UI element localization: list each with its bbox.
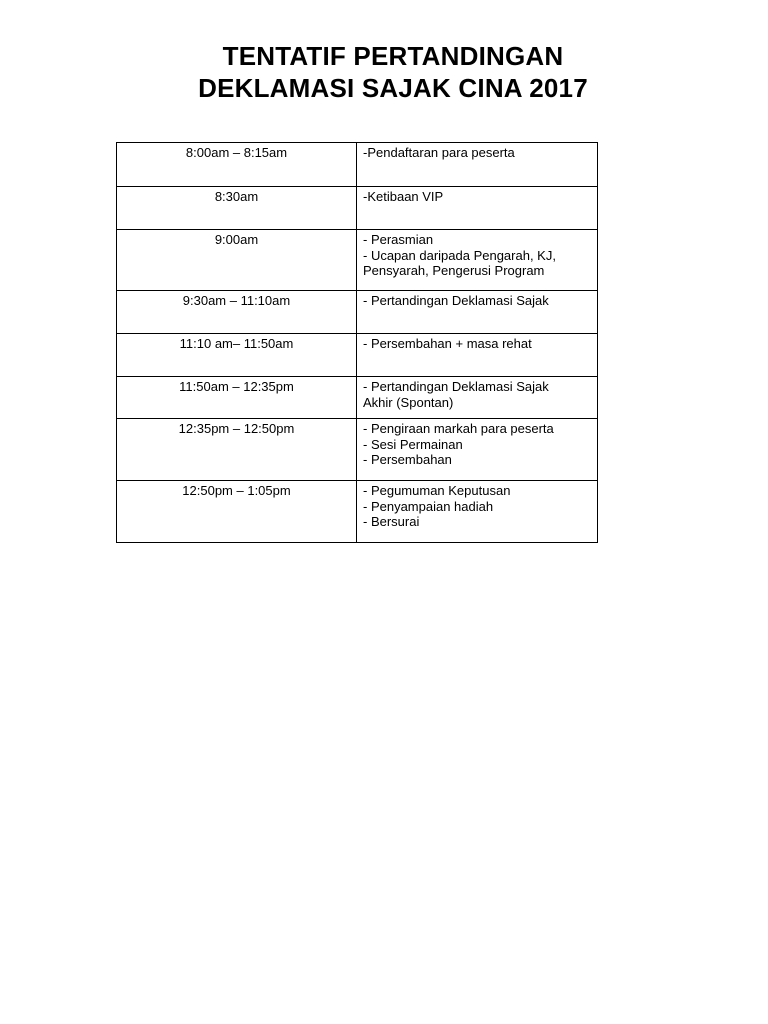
time-cell: 11:50am – 12:35pm [117,377,357,419]
schedule-row [117,377,598,419]
schedule-row [117,291,598,334]
activity-cell [357,334,598,377]
activity-line: - Pegumuman Keputusan [363,483,511,498]
activity-cell [357,481,598,543]
schedule-row [117,143,598,187]
time-cell: 12:50pm – 1:05pm [117,481,357,543]
activity-line: - Sesi Permainan [363,436,463,452]
schedule-table [116,142,598,543]
activity-line: - Penyampaian hadiah [363,498,494,514]
time-cell: 8:30am [117,187,357,230]
schedule-row [117,334,598,377]
activity-line: - Persembahan [363,452,452,467]
schedule-row [117,187,598,230]
activity-line: - Bersurai [363,514,420,529]
activity-line: Pensyarah, Pengerusi Program [363,263,545,278]
time-cell: 11:10 am– 11:50am [117,334,357,377]
schedule-row [117,481,598,543]
activity-cell [357,419,598,481]
activity-line: - Perasmian [363,232,434,247]
activity-line: - Ucapan daripada Pengarah, KJ, [363,247,556,263]
title-line-1: TENTATIF PERTANDINGAN [222,41,564,71]
time-cell: 8:00am – 8:15am [117,143,357,187]
time-cell: 9:00am [117,230,357,291]
time-cell: 12:35pm – 12:50pm [117,419,357,481]
activity-line: - Pertandingan Deklamasi Sajak [363,293,549,308]
time-cell: 9:30am – 11:10am [117,291,357,334]
activity-line: - Pertandingan Deklamasi Sajak [363,379,549,394]
activity-cell [357,377,598,419]
activity-line: -Ketibaan VIP [363,189,444,204]
activity-line: -Pendaftaran para peserta [363,145,515,160]
schedule-row [117,230,598,291]
document-title [120,40,666,104]
schedule-row [117,419,598,481]
activity-cell [357,143,598,187]
activity-cell [357,291,598,334]
activity-line: Akhir (Spontan) [363,394,454,410]
activity-cell [357,230,598,291]
title-line-2: DEKLAMASI SAJAK CINA 2017 [198,73,588,103]
activity-line: - Persembahan + masa rehat [363,336,532,351]
activity-cell [357,187,598,230]
activity-line: - Pengiraan markah para peserta [363,421,554,436]
